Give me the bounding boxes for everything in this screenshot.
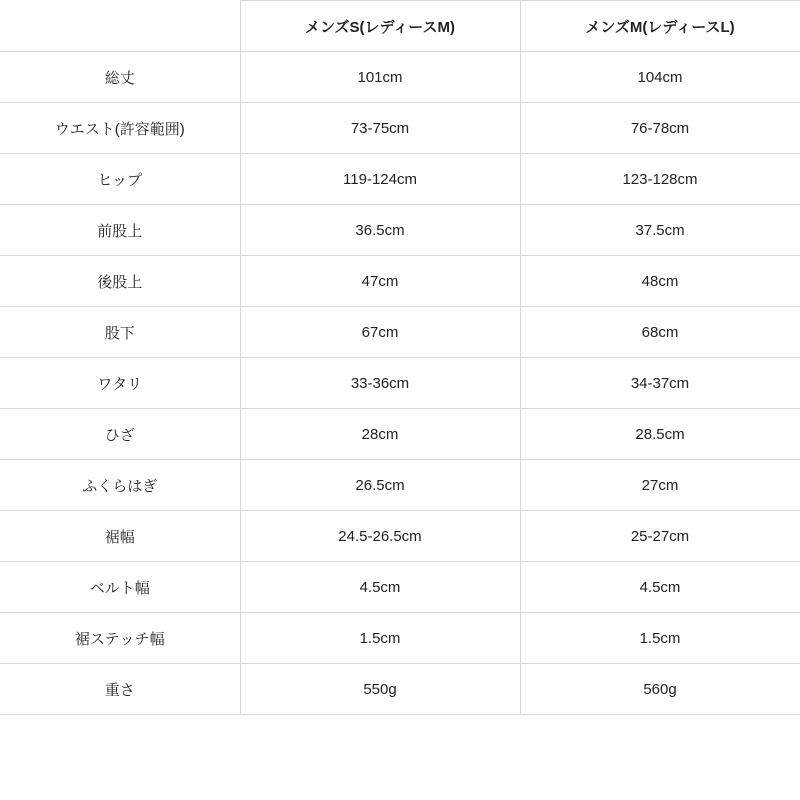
cell-value: 24.5-26.5cm <box>240 511 520 562</box>
cell-value: 4.5cm <box>240 562 520 613</box>
cell-value: 47cm <box>240 256 520 307</box>
row-label: 後股上 <box>0 256 240 307</box>
row-label: ワタリ <box>0 358 240 409</box>
cell-value: 550g <box>240 664 520 715</box>
table-row <box>0 307 800 358</box>
row-label: 股下 <box>0 307 240 358</box>
cell-value: 1.5cm <box>520 613 800 664</box>
table-header <box>0 1 800 52</box>
cell-value: 101cm <box>240 52 520 103</box>
table-row <box>0 154 800 205</box>
table-body <box>0 52 800 715</box>
table-row <box>0 103 800 154</box>
cell-value: 73-75cm <box>240 103 520 154</box>
column-header-size-1: メンズS(レディースM) <box>240 1 520 52</box>
cell-value: 119-124cm <box>240 154 520 205</box>
cell-value: 25-27cm <box>520 511 800 562</box>
table-row <box>0 409 800 460</box>
table-row <box>0 358 800 409</box>
row-label: ふくらはぎ <box>0 460 240 511</box>
cell-value: 28cm <box>240 409 520 460</box>
cell-value: 37.5cm <box>520 205 800 256</box>
row-label: ひざ <box>0 409 240 460</box>
cell-value: 28.5cm <box>520 409 800 460</box>
row-label: ベルト幅 <box>0 562 240 613</box>
cell-value: 4.5cm <box>520 562 800 613</box>
cell-value: 123-128cm <box>520 154 800 205</box>
table-row <box>0 205 800 256</box>
row-label: 前股上 <box>0 205 240 256</box>
cell-value: 67cm <box>240 307 520 358</box>
cell-value: 560g <box>520 664 800 715</box>
cell-value: 34-37cm <box>520 358 800 409</box>
row-label: ウエスト(許容範囲) <box>0 103 240 154</box>
table-row <box>0 562 800 613</box>
table-row <box>0 511 800 562</box>
table-row <box>0 613 800 664</box>
column-header-size-2: メンズM(レディースL) <box>520 1 800 52</box>
cell-value: 48cm <box>520 256 800 307</box>
table-row <box>0 256 800 307</box>
table-row <box>0 664 800 715</box>
cell-value: 104cm <box>520 52 800 103</box>
row-label: 重さ <box>0 664 240 715</box>
cell-value: 1.5cm <box>240 613 520 664</box>
cell-value: 33-36cm <box>240 358 520 409</box>
header-row <box>0 1 800 52</box>
table-row <box>0 52 800 103</box>
row-label: 裾幅 <box>0 511 240 562</box>
cell-value: 27cm <box>520 460 800 511</box>
table-row <box>0 460 800 511</box>
cell-value: 68cm <box>520 307 800 358</box>
cell-value: 76-78cm <box>520 103 800 154</box>
row-label: 裾ステッチ幅 <box>0 613 240 664</box>
cell-value: 36.5cm <box>240 205 520 256</box>
cell-value: 26.5cm <box>240 460 520 511</box>
table-corner-cell <box>0 1 240 52</box>
row-label: ヒップ <box>0 154 240 205</box>
row-label: 総丈 <box>0 52 240 103</box>
